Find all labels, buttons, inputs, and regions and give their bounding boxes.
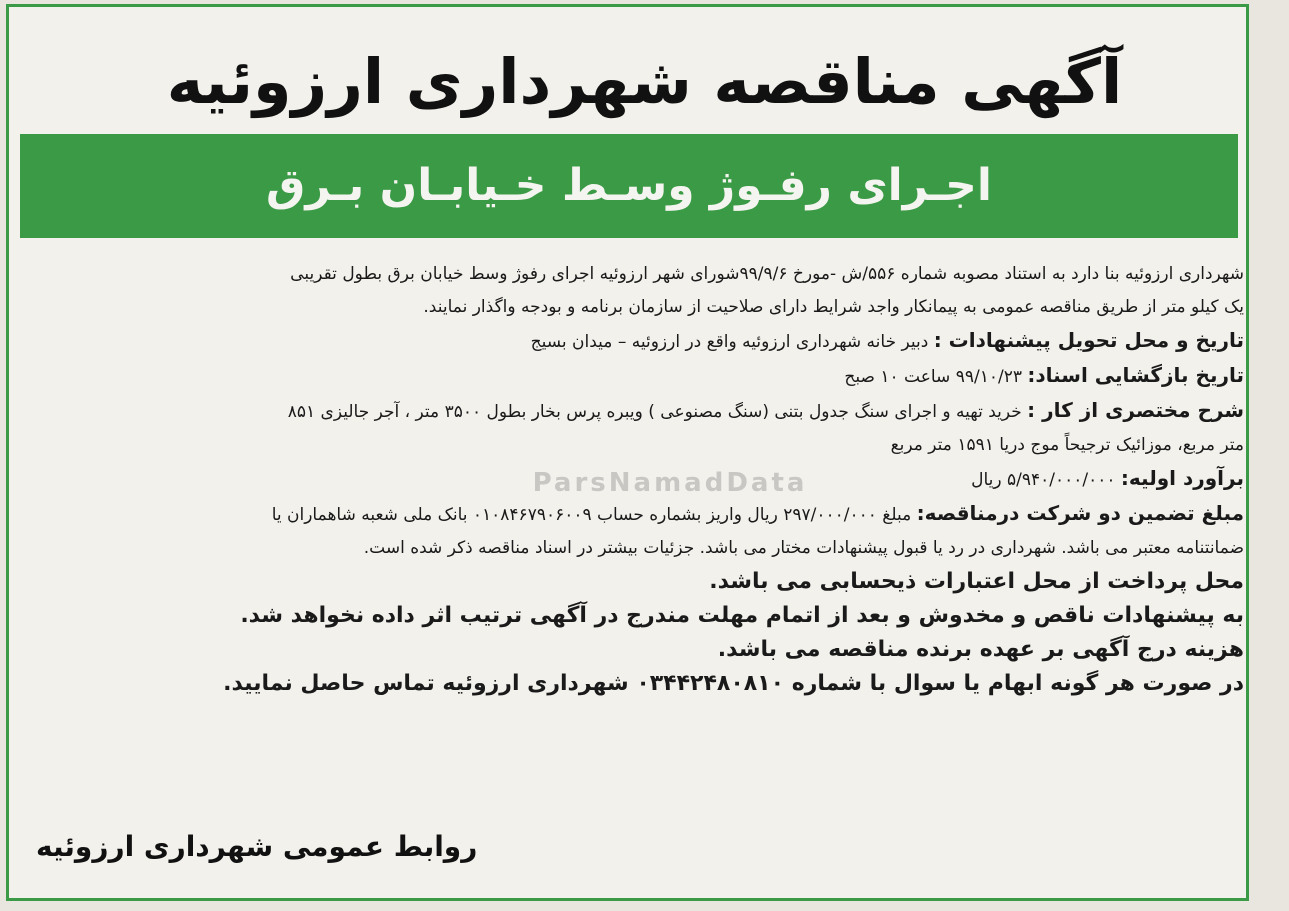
- intro-line-2: یک کیلو متر از طریق مناقصه عمومی به پیمانکار واجد شرایط دارای صلاحیت از سازمان برنامه و بودجه واگذار نمایند.: [423, 297, 1244, 317]
- guarantee-row: [14, 497, 1244, 532]
- guarantee-value: مبلغ ۲۹۷/۰۰۰/۰۰۰ ریال واریز بشماره حساب ۰۱۰۸۴۶۷۹۰۶۰۰۹ بانک ملی شعبه شاهماران یا: [271, 505, 917, 525]
- notice-body: [14, 258, 1244, 701]
- watermark-text: ParsNamadData: [532, 468, 808, 498]
- guarantee-line-2: ضمانتنامه معتبر می باشد. شهرداری در رد یا قبول پیشنهادات مختار می باشد. جزئیات بیشتر در اسناد مناقصه ذکر شده است.: [363, 538, 1244, 558]
- signature: روابط عمومی شهرداری ارزوئیه: [36, 830, 478, 863]
- incomplete-line: به پیشنهادات ناقص و مخدوش و بعد از اتمام مهلت مندرج در آگهی ترتیب اثر داده نخواهد شد.: [240, 603, 1244, 628]
- intro-line-1: شهرداری ارزوئیه بنا دارد به استناد مصوبه شماره ۵۵۶/ش -مورخ ۹۹/۹/۶شورای شهر ارزوئیه اجرای رفوژ وسط خیابان برق بطول تقریبی: [290, 264, 1244, 284]
- payment-line: محل پرداخت از محل اعتبارات ذیحسابی می باشد.: [709, 569, 1244, 594]
- description-line-2: متر مربع، موزائیک ترجیحاً موج دریا ۱۵۹۱ متر مربع: [890, 435, 1244, 455]
- notice-title: آگهی مناقصه شهرداری ارزوئیه: [166, 45, 1123, 118]
- submission-row: [14, 324, 1244, 359]
- contact-line: در صورت هر گونه ابهام یا سوال با شماره ۰۳۴۴۲۴۸۰۸۱۰ شهرداری ارزوئیه تماس حاصل نمایید.: [223, 671, 1244, 696]
- submission-label: تاریخ و محل تحویل پیشنهادات :: [933, 328, 1244, 352]
- description-row: [14, 394, 1244, 429]
- estimate-row: [14, 462, 1244, 497]
- description-value: خرید تهیه و اجرای سنگ جدول بتنی (سنگ مصنوعی ) ویبره پرس بخار بطول ۳۵۰۰ متر ، آجر جالیزی ۸۵۱: [287, 402, 1028, 422]
- opening-label: تاریخ بازگشایی اسناد:: [1027, 363, 1244, 387]
- opening-value: ۹۹/۱۰/۲۳ ساعت ۱۰ صبح: [844, 367, 1028, 387]
- estimate-value: ۵/۹۴۰/۰۰۰/۰۰۰ ریال: [971, 470, 1121, 490]
- description-label: شرح مختصری از کار :: [1027, 398, 1244, 422]
- submission-value: دبیر خانه شهرداری ارزوئیه واقع در ارزوئیه – میدان بسیج: [530, 332, 934, 352]
- cost-line: هزینه درج آگهی بر عهده برنده مناقصه می باشد.: [717, 637, 1244, 662]
- opening-row: [14, 359, 1244, 394]
- estimate-label: برآورد اولیه:: [1120, 466, 1244, 490]
- notice-banner: اجـرای رفـوژ وسـط خـیابـان بـرق: [20, 134, 1238, 238]
- guarantee-label: مبلغ تضمین دو شرکت درمناقصه:: [916, 501, 1244, 525]
